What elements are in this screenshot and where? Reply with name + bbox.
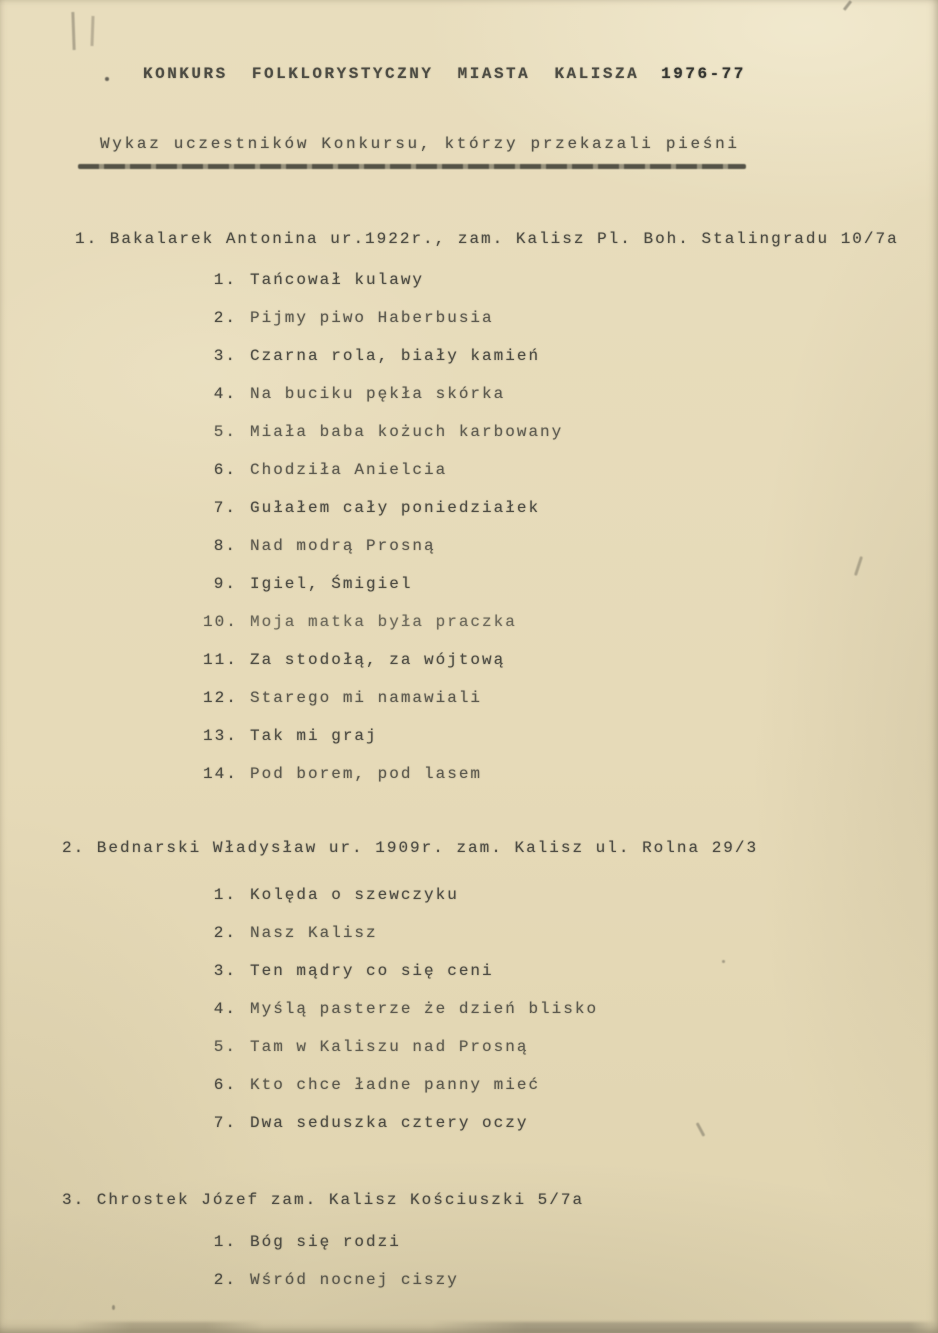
song-title: Miała baba kożuch karbowany — [250, 423, 564, 441]
song-row — [203, 679, 563, 717]
song-number: 1. — [213, 1233, 237, 1251]
song-row — [203, 1066, 598, 1104]
song-number: 6. — [213, 461, 237, 479]
song-title: Pijmy piwo Haberbusia — [250, 309, 494, 327]
ink-speck — [112, 1305, 115, 1310]
edge-mark — [843, 0, 852, 11]
song-title: Wśród nocnej ciszy — [250, 1271, 459, 1289]
song-row — [203, 914, 598, 952]
pencil-mark — [90, 16, 94, 46]
song-row — [203, 876, 598, 914]
song-row — [203, 413, 563, 451]
song-row — [203, 1028, 598, 1066]
song-title: Chodziła Anielcia — [250, 461, 448, 479]
song-row — [203, 755, 563, 793]
song-title: Gułałem cały poniedziałek — [250, 499, 541, 517]
song-number: 1. — [213, 271, 237, 289]
song-list — [203, 1223, 459, 1299]
pencil-mark — [71, 12, 75, 50]
subtitle-underline — [78, 164, 746, 169]
song-row — [203, 565, 563, 603]
song-number: 3. — [213, 962, 237, 980]
song-row — [203, 1104, 598, 1142]
song-number: 9. — [213, 575, 237, 593]
song-number: 2. — [213, 309, 237, 327]
song-number: 5. — [213, 1038, 237, 1056]
song-number: 10. — [203, 613, 238, 631]
song-row — [203, 527, 563, 565]
song-title: Pod borem, pod lasem — [250, 765, 483, 783]
document-title-year: 1976-77 — [661, 65, 746, 83]
song-row — [203, 261, 563, 299]
document-title — [143, 64, 746, 84]
song-row — [203, 337, 563, 375]
document-subtitle: Wykaz uczestników Konkursu, którzy przekazali pieśni — [100, 135, 740, 153]
song-number: 2. — [213, 1271, 237, 1289]
song-row — [203, 489, 563, 527]
song-title: Starego mi namawiali — [250, 689, 483, 707]
song-title: Myślą pasterze że dzień blisko — [250, 1000, 599, 1018]
song-title: Za stodołą, za wójtową — [250, 651, 506, 669]
song-title: Nasz Kalisz — [250, 924, 378, 942]
song-row — [203, 1261, 459, 1299]
song-number: 5. — [213, 423, 237, 441]
ink-speck — [105, 77, 109, 81]
song-number: 14. — [203, 765, 238, 783]
participant-header: 2. Bednarski Władysław ur. 1909r. zam. Kalisz ul. Rolna 29/3 — [62, 839, 759, 857]
song-title: Ten mądry co się ceni — [250, 962, 494, 980]
song-number: 12. — [203, 689, 238, 707]
song-number: 11. — [203, 651, 238, 669]
song-list — [203, 876, 598, 1142]
song-number: 8. — [213, 537, 237, 555]
song-number: 3. — [213, 347, 237, 365]
song-row — [203, 990, 598, 1028]
song-title: Nad modrą Prosną — [250, 537, 436, 555]
song-row — [203, 717, 563, 755]
song-title: Czarna rola, biały kamień — [250, 347, 541, 365]
song-title: Kolęda o szewczyku — [250, 886, 459, 904]
participant-header: 1. Bakalarek Antonina ur.1922r., zam. Kalisz Pl. Boh. Stalingradu 10/7a — [75, 230, 899, 248]
song-row — [203, 641, 563, 679]
song-row — [203, 603, 563, 641]
song-row — [203, 375, 563, 413]
participant-header: 3. Chrostek Józef zam. Kalisz Kościuszki 5/7a — [62, 1191, 585, 1209]
song-title: Tam w Kaliszu nad Prosną — [250, 1038, 529, 1056]
song-title: Kto chce ładne panny mieć — [250, 1076, 541, 1094]
song-number: 13. — [203, 727, 238, 745]
song-number: 4. — [213, 1000, 237, 1018]
song-title: Bóg się rodzi — [250, 1233, 401, 1251]
song-number: 1. — [213, 886, 237, 904]
song-row — [203, 299, 563, 337]
ink-speck — [722, 960, 725, 963]
song-title: Na buciku pękła skórka — [250, 385, 506, 403]
song-number: 4. — [213, 385, 237, 403]
song-number: 2. — [213, 924, 237, 942]
song-row — [203, 952, 598, 990]
document-title-text: KONKURS FOLKLORYSTYCZNY MIASTA KALISZA — [143, 65, 640, 83]
song-title: Tańcował kulawy — [250, 271, 425, 289]
song-title: Dwa seduszka cztery oczy — [250, 1114, 529, 1132]
stray-pen-mark — [854, 556, 863, 576]
song-number: 6. — [213, 1076, 237, 1094]
song-row — [203, 451, 563, 489]
song-title: Moja matka była praczka — [250, 613, 517, 631]
song-title: Tak mi graj — [250, 727, 378, 745]
scan-edge-shadow — [0, 1322, 938, 1333]
song-title: Igiel, Śmigiel — [250, 575, 413, 593]
song-list — [203, 261, 563, 793]
song-row — [203, 1223, 459, 1261]
stray-pen-mark — [696, 1122, 706, 1137]
song-number: 7. — [213, 499, 237, 517]
song-number: 7. — [213, 1114, 237, 1132]
